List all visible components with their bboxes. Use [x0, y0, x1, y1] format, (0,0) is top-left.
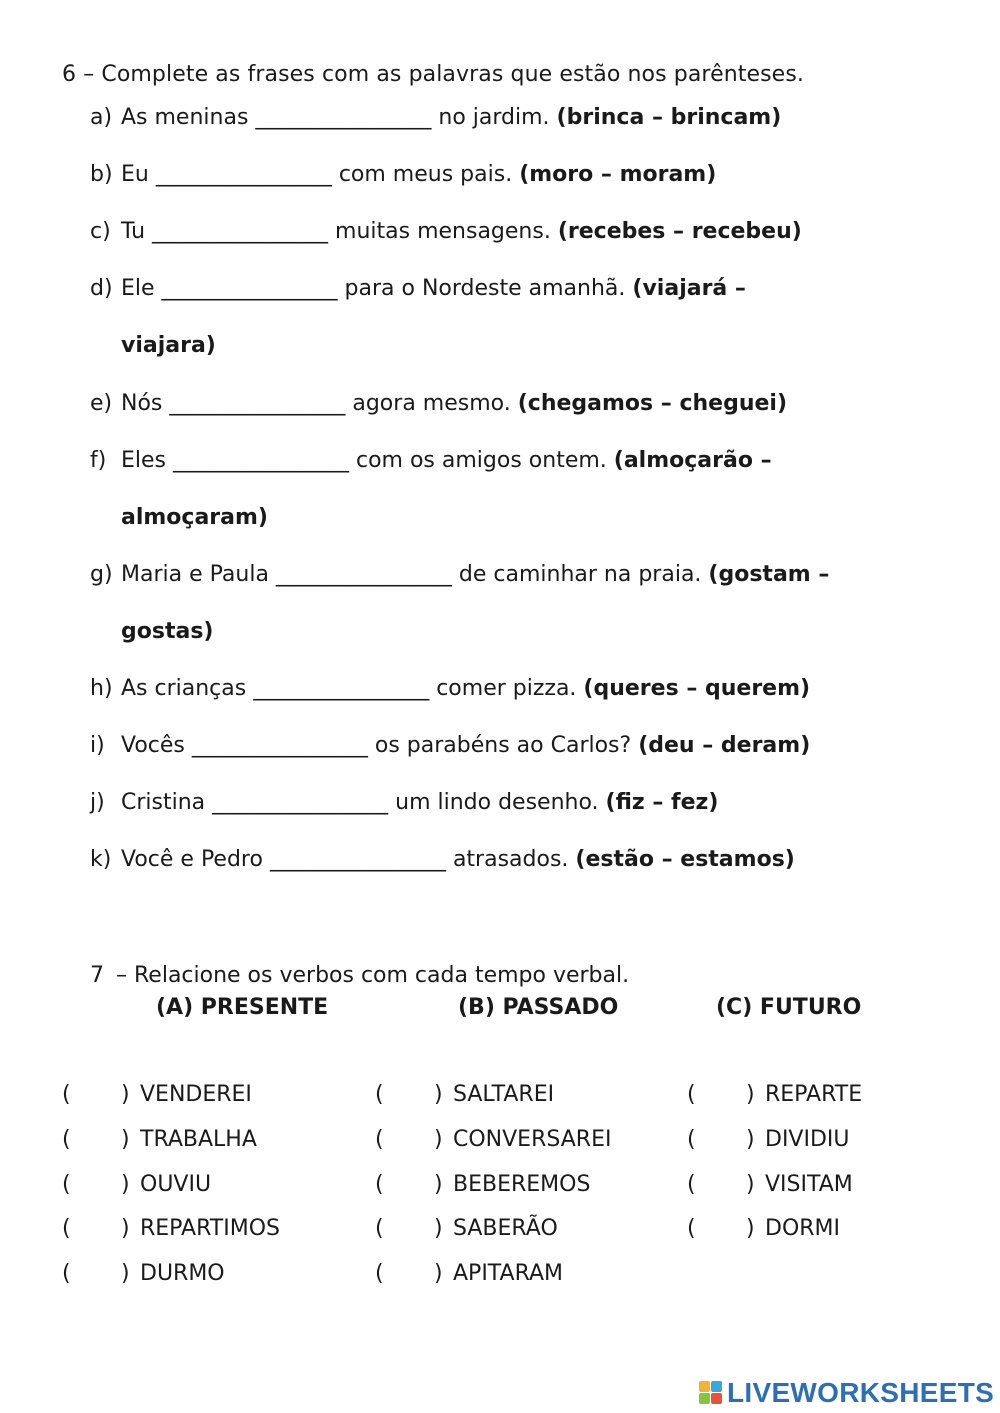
answer-blank-close: )	[434, 1172, 443, 1197]
answer-blank-close: )	[121, 1172, 130, 1197]
verb-label: CONVERSAREI	[453, 1127, 612, 1152]
item-label: j)	[90, 790, 105, 815]
sentence-text: Nós ________________ agora mesmo.	[121, 391, 518, 416]
sentence-text: Tu ________________ muitas mensagens.	[121, 219, 558, 244]
sentence-item	[90, 391, 787, 416]
word-options: (deu – deram)	[638, 733, 811, 758]
answer-blank-open: (	[62, 1216, 71, 1241]
verb-label: VENDEREI	[140, 1082, 252, 1107]
question-7-text: – Relacione os verbos com cada tempo verbal.	[116, 963, 630, 988]
sentence-item	[90, 448, 772, 473]
verb-label: VISITAM	[765, 1172, 853, 1197]
question-7-number: 7	[90, 963, 104, 988]
answer-blank-open: (	[687, 1172, 696, 1197]
verb-label: REPARTIMOS	[140, 1216, 280, 1241]
question-7-title	[90, 963, 629, 988]
item-label: e)	[90, 391, 113, 416]
answer-blank-close: )	[434, 1261, 443, 1286]
verb-label: SABERÃO	[453, 1216, 558, 1241]
answer-blank-open: (	[62, 1127, 71, 1152]
answer-blank-close: )	[121, 1261, 130, 1286]
answer-blank-close: )	[434, 1082, 443, 1107]
sentence-item	[90, 733, 810, 758]
sentence-item	[90, 276, 746, 301]
sentence-item	[90, 219, 802, 244]
word-options: (fiz – fez)	[605, 790, 719, 815]
sentence-text: As crianças ________________ comer pizza.	[121, 676, 584, 701]
verb-label: OUVIU	[140, 1172, 212, 1197]
answer-blank-close: )	[121, 1127, 130, 1152]
verb-label: DIVIDIU	[765, 1127, 850, 1152]
item-label: c)	[90, 219, 111, 244]
answer-blank-close: )	[121, 1082, 130, 1107]
item-label: f)	[90, 448, 107, 473]
item-label: g)	[90, 562, 113, 587]
answer-blank-open: (	[687, 1082, 696, 1107]
item-label: a)	[90, 105, 113, 130]
answer-blank-open: (	[375, 1261, 384, 1286]
item-label: b)	[90, 162, 113, 187]
verb-label: SALTAREI	[453, 1082, 555, 1107]
answer-blank-open: (	[375, 1082, 384, 1107]
answer-blank-open: (	[62, 1082, 71, 1107]
answer-blank-close: )	[121, 1216, 130, 1241]
sentence-item	[90, 562, 829, 587]
answer-blank-close: )	[746, 1082, 755, 1107]
sentence-text: Maria e Paula ________________ de caminhar na praia.	[121, 562, 709, 587]
sentence-text: Eu ________________ com meus pais.	[121, 162, 520, 187]
answer-blank-open: (	[62, 1172, 71, 1197]
sentence-text: Ele ________________ para o Nordeste amanhã.	[121, 276, 633, 301]
sentence-text: As meninas ________________ no jardim.	[121, 105, 557, 130]
sentence-text: Eles ________________ com os amigos ontem.	[121, 448, 614, 473]
word-options: (estão – estamos)	[575, 847, 795, 872]
sentence-text: Você e Pedro ________________ atrasados.	[121, 847, 576, 872]
item-label: d)	[90, 276, 113, 301]
verb-label: REPARTE	[765, 1082, 863, 1107]
word-options: (chegamos – cheguei)	[517, 391, 787, 416]
category-past: (B) PASSADO	[458, 995, 619, 1020]
answer-blank-close: )	[746, 1172, 755, 1197]
answer-blank-close: )	[746, 1216, 755, 1241]
question-6-title: 6 – Complete as frases com as palavras que estão nos parênteses.	[62, 62, 804, 87]
word-options-continued: viajara)	[121, 333, 216, 358]
answer-blank-close: )	[746, 1127, 755, 1152]
word-options: (almoçarão –	[613, 448, 772, 473]
word-options: (brinca – brincam)	[556, 105, 782, 130]
answer-blank-open: (	[375, 1216, 384, 1241]
word-options: (recebes – recebeu)	[557, 219, 802, 244]
word-options: (viajará –	[632, 276, 746, 301]
item-label: i)	[90, 733, 105, 758]
answer-blank-close: )	[434, 1127, 443, 1152]
word-options: (moro – moram)	[519, 162, 717, 187]
category-present: (A) PRESENTE	[156, 995, 329, 1020]
verb-label: BEBEREMOS	[453, 1172, 591, 1197]
sentence-text: Cristina ________________ um lindo desenho.	[121, 790, 606, 815]
item-label: k)	[90, 847, 112, 872]
sentence-item	[90, 105, 781, 130]
verb-label: DURMO	[140, 1261, 225, 1286]
answer-blank-open: (	[687, 1216, 696, 1241]
word-options: (queres – querem)	[583, 676, 811, 701]
answer-blank-open: (	[375, 1127, 384, 1152]
verb-label: DORMI	[765, 1216, 841, 1241]
word-options-continued: gostas)	[121, 619, 214, 644]
answer-blank-open: (	[687, 1127, 696, 1152]
category-future: (C) FUTURO	[716, 995, 862, 1020]
item-label: h)	[90, 676, 113, 701]
sentence-item	[90, 847, 795, 872]
liveworksheets-logo-icon	[699, 1381, 723, 1405]
answer-blank-open: (	[62, 1261, 71, 1286]
logo-text: LIVEWORKSHEETS	[727, 1377, 995, 1408]
word-options-continued: almoçaram)	[121, 505, 268, 530]
verb-label: APITARAM	[453, 1261, 564, 1286]
sentence-text: Vocês ________________ os parabéns ao Carlos?	[121, 733, 639, 758]
word-options: (gostam –	[708, 562, 830, 587]
sentence-item	[90, 676, 810, 701]
sentence-item	[90, 790, 718, 815]
answer-blank-close: )	[434, 1216, 443, 1241]
liveworksheets-logo	[699, 1374, 994, 1412]
verb-label: TRABALHA	[140, 1127, 257, 1152]
sentence-item	[90, 162, 716, 187]
answer-blank-open: (	[375, 1172, 384, 1197]
